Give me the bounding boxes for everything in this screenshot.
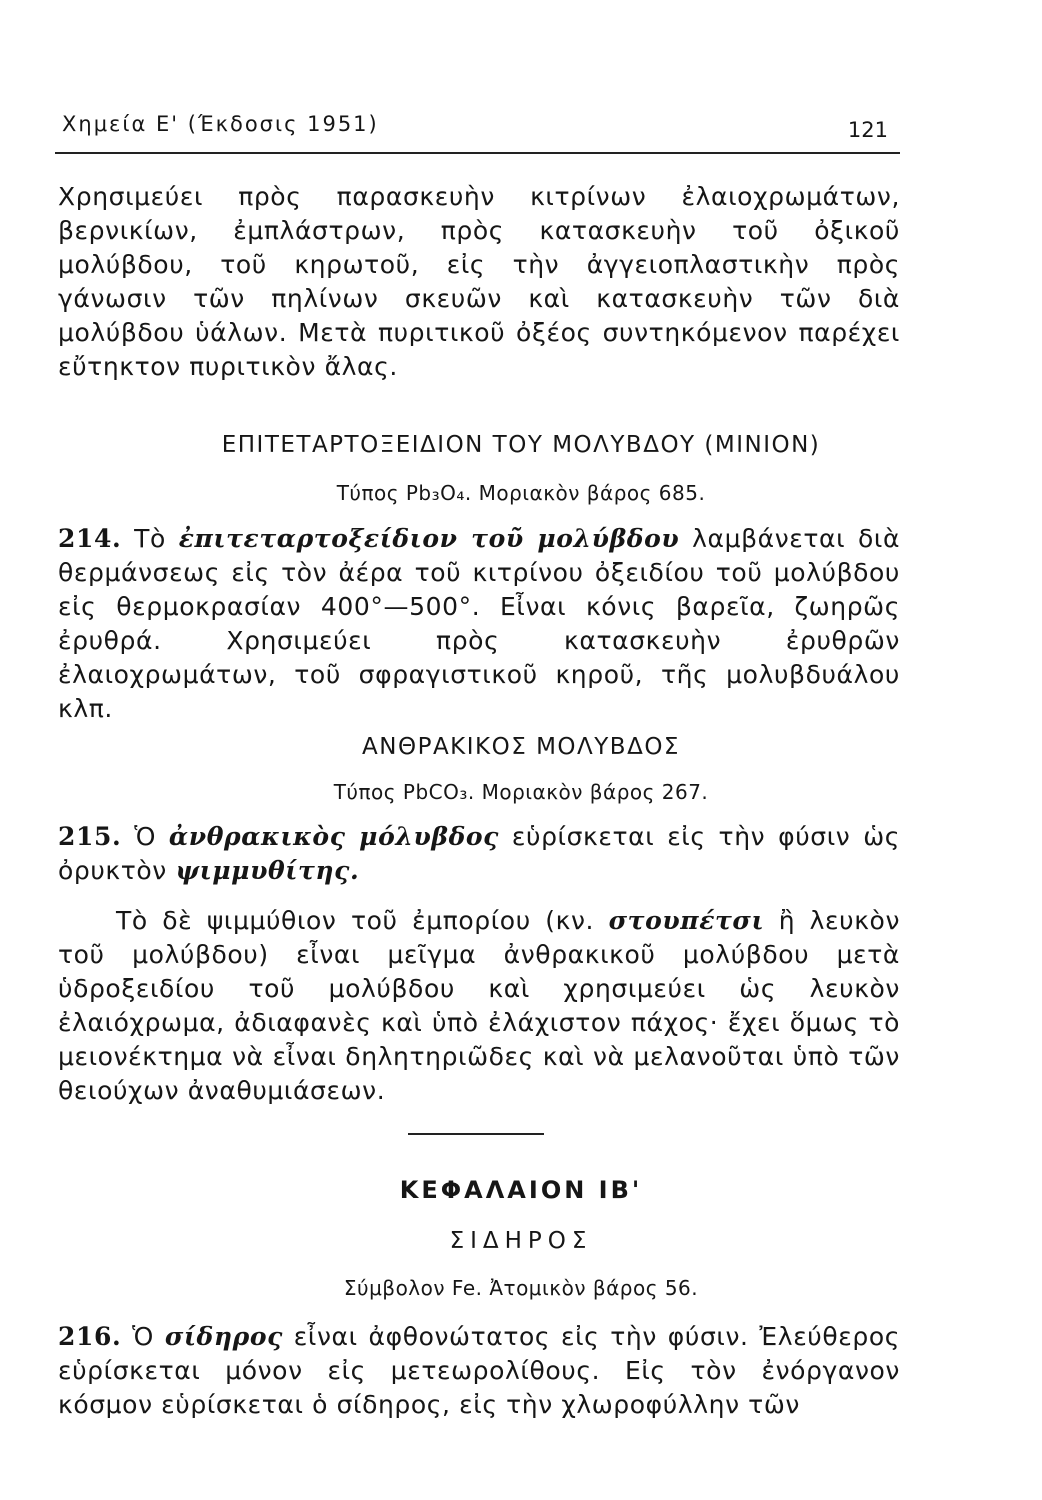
lead-word: Τὸ [134,524,166,553]
paragraph-216 [58,1320,900,1422]
paragraph-number: 216. [58,1322,122,1351]
page-number: 121 [847,118,888,142]
italic-term-stoupetsi: στουπέτσι [608,906,765,935]
italic-term: ἀνθρακικὸς μόλυβδος [168,822,499,851]
symbol-line: Σύμβολον Fe. Ἀτομικὸν βάρος 56. [343,1276,699,1300]
italic-term-mineral: ψιμμυθίτης. [175,856,360,885]
italic-term: σίδηρος [164,1322,283,1351]
lead-word: Ὁ [132,1322,154,1351]
paragraph-215 [58,820,900,888]
formula-line-carbonate: Τύπος PbCO₃. Μοριακὸν βάρος 267. [333,780,709,804]
paragraph-body: εἶναι ἀφθονώτατος εἰς τὴν φύσιν. Ἐλεύθερος εὑρίσκεται μόνον εἰς μετεωρολίθους. Εἰς τὸν ἐνόργανον κόσμον εὑρίσκεται ὁ σίδηρος, εἰς τὴν χλωροφύλλην τῶν [58,1322,901,1419]
italic-term: ἐπιτεταρτοξείδιον τοῦ μολύβδου [178,524,680,553]
running-header [62,112,902,152]
section-heading-carbonate: ΑΝΘΡΑΚΙΚΟΣ ΜΟΛΥΒΔΟΣ [362,734,680,760]
chapter-subject: ΣΙΔΗΡΟΣ [449,1228,593,1254]
paragraph-number: 215. [58,822,122,851]
section-heading-minion: ΕΠΙΤΕΤΑΡΤΟΞΕΙΔΙΟΝ ΤΟΥ ΜΟΛΥΒΔΟΥ (ΜΙΝΙΟΝ) [221,432,821,458]
paragraph-white-lead [58,904,900,1108]
header-title: Χημεία Ε' (Έκδοσις 1951) [62,112,379,136]
paragraph-body-end: ἢ λευκὸν τοῦ μολύβδου) εἶναι μεῖγμα ἀνθρακικοῦ μολύβδου μετὰ ὑδροξειδίου τοῦ μολύβδου καὶ χρησιμεύει ὡς λευκὸν ἐλαιόχρωμα, ἀδιαφανὲς καὶ ὑπὸ ἐλάχιστον πάχος· ἔχει ὅμως τὸ μειονέκτημα νὰ εἶναι δηλητηριῶδες καὶ νὰ μελανοῦται ὑπὸ τῶν θειούχων ἀναθυμιάσεων. [58,906,901,1105]
intro-paragraph: Χρησιμεύει πρὸς παρασκευὴν κιτρίνων ἐλαιοχρωμάτων, βερνικίων, ἐμπλάστρων, πρὸς κατασκευὴν τοῦ ὀξικοῦ μολύβδου, τοῦ κηρωτοῦ, εἰς τὴν ἀγγειοπλαστικὴν πρὸς γάνωσιν τῶν πηλίνων σκευῶν καὶ κατασκευὴν τῶν διὰ μολύβδου ὑάλων. Μετὰ πυριτικοῦ ὀξέος συντηκόμενον παρέχει εὔτηκτον πυριτικὸν ἄλας. [58,182,900,381]
header-divider [55,152,900,154]
paragraph-body-start: Τὸ δὲ ψιμμύθιον τοῦ ἐμπορίου (κν. [116,906,595,935]
lead-word: Ὁ [134,822,157,851]
paragraph-214 [58,522,900,726]
paragraph-body: λαμβάνεται διὰ θερμάνσεως εἰς τὸν ἀέρα τοῦ κιτρίνου ὀξειδίου τοῦ μολύβδου εἰς θερμοκρασίαν 400°—500°. Εἶναι κόνις βαρεῖα, ζωηρῶς ἐρυθρά. Χρησιμεύει πρὸς κατασκευὴν ἐρυθρῶν ἐλαιοχρωμάτων, τοῦ σφραγιστικοῦ κηροῦ, τῆς μολυβδυάλου κλπ. [58,524,901,723]
paragraph-number: 214. [58,524,122,553]
formula-line-minion: Τύπος Pb₃O₄. Μοριακὸν βάρος 685. [336,481,706,505]
chapter-title: ΚΕΦΑΛΑΙΟΝ ΙΒ' [399,1176,643,1204]
paragraph-body: εὑρίσκεται εἰς τὴν φύσιν ὡς ὀρυκτὸν [58,822,901,885]
section-divider [408,1133,544,1135]
